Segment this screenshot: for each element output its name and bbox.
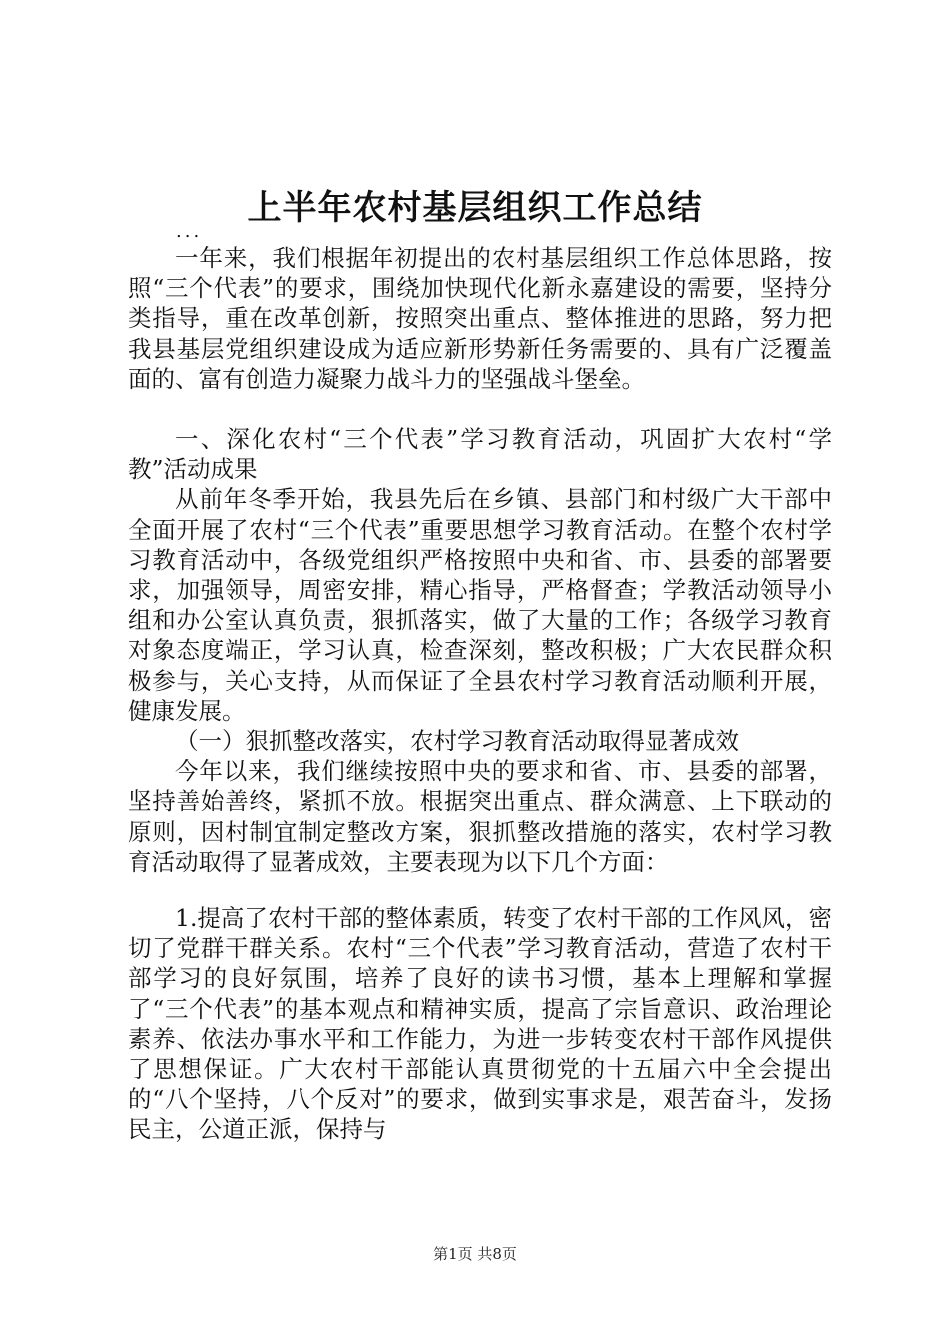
paragraph-point-1: 1.提高了农村干部的整体素质，转变了农村干部的工作风风，密切了党群干群关系。农村“三个代表”学习教育活动，营造了农村干部学习的良好氛围，培养了良好的读书习惯，基本上理解和掌握了“三个代表”的基本观点和精神实质，提高了宗旨意识、政治理论素养、依法办事水平和工作能力，为进一步转变农村干部作风提供了思想保证。广大农村干部能认真贯彻党的十五届六中全会提出的“八个坚持，八个反对”的要求，做到实事求是，艰苦奋斗，发扬民主，公道正派，保持与	[128, 904, 832, 1144]
paragraph-subsection-1: 今年以来，我们继续按照中央的要求和省、市、县委的部署，坚持善始善终，紧抓不放。根据突出重点、群众满意、上下联动的原则，因村制宜制定整改方案，狠抓整改措施的落实，农村学习教育活动取得了显著成效，主要表现为以下几个方面：	[128, 757, 832, 876]
ellipsis-mark: ...	[176, 221, 203, 242]
document-title: 上半年农村基层组织工作总结	[247, 188, 703, 228]
paragraph-intro: 一年来，我们根据年初提出的农村基层组织工作总体思路，按照“三个代表”的要求，围绕加快现代化新永嘉建设的需要，坚持分类指导，重在改革创新，按照突出重点、整体推进的思路，努力把我县基层党组织建设成为适应新形势新任务需要的、具有广泛覆盖面的、富有创造力凝聚力战斗力的坚强战斗堡垒。	[128, 244, 832, 393]
document-body	[128, 243, 832, 1145]
section-heading-1: 一、深化农村“三个代表”学习教育活动，巩固扩大农村“学教”活动成果	[128, 425, 832, 484]
paragraph-section-1: 从前年冬季开始，我县先后在乡镇、县部门和村级广大干部中全面开展了农村“三个代表”重要思想学习教育活动。在整个农村学习教育活动中，各级党组织严格按照中央和省、市、县委的部署要求，加强领导，周密安排，精心指导，严格督查；学教活动领导小组和办公室认真负责，狠抓落实，做了大量的工作；各级学习教育对象态度端正，学习认真，检查深刻，整改积极；广大农民群众积极参与，关心支持，从而保证了全县农村学习教育活动顺利开展，健康发展。	[128, 485, 832, 725]
page-number: 第1页 共8页	[433, 1245, 517, 1263]
subsection-heading-1: （一）狠抓整改落实，农村学习教育活动取得显著成效	[175, 727, 739, 756]
